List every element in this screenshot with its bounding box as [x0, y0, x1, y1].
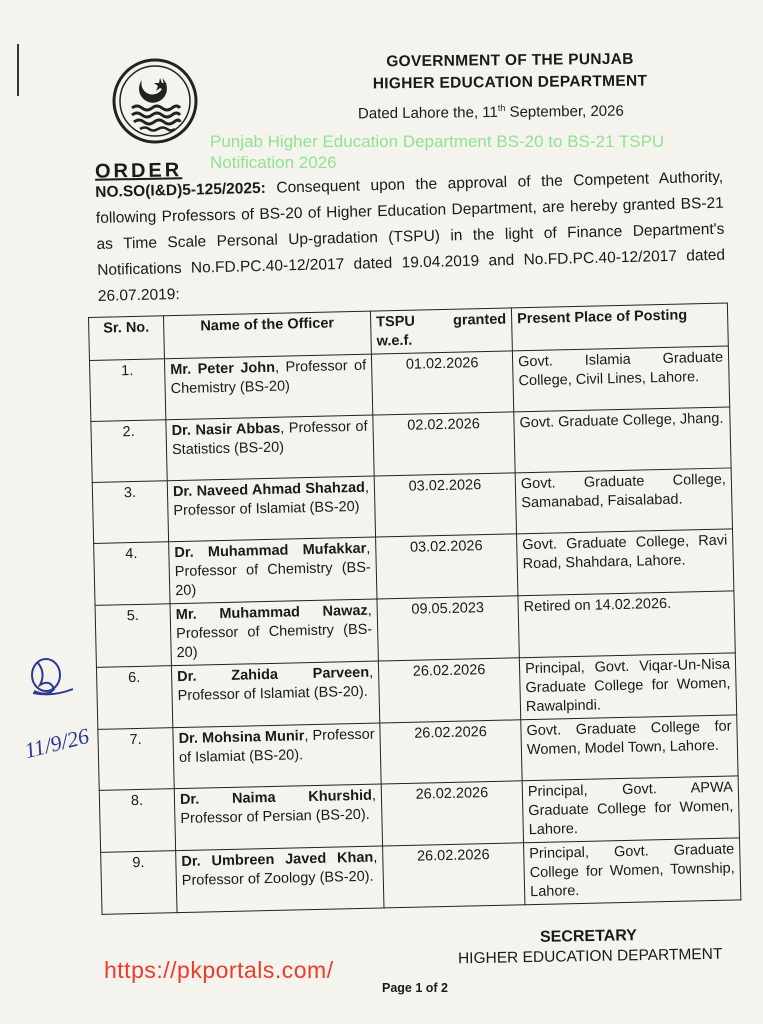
cell-posting: Retired on 14.02.2026. — [518, 591, 735, 658]
header-posting: Present Place of Posting — [511, 303, 728, 351]
cell-sr-no: 8. — [99, 789, 175, 853]
order-body — [95, 165, 726, 310]
officers-table — [88, 302, 741, 914]
officer-name: Dr. Naveed Ahmad Shahzad — [172, 479, 366, 501]
handwritten-date: 11/9/26 — [21, 722, 92, 764]
cell-tspu-date: 26.02.2026 — [380, 720, 522, 784]
pen-mark — [16, 44, 20, 96]
officer-name: Dr. Naima Khurshid — [179, 787, 373, 809]
table-body — [89, 346, 740, 914]
officer-designation: , Professor of Islamiat (BS-20). — [177, 664, 374, 705]
government-title: GOVERNMENT OF THE PUNJAB — [386, 50, 634, 71]
cell-posting: Govt. Graduate College, Ravi Road, Shahdara, Lahore. — [517, 529, 734, 596]
table-row — [101, 838, 741, 914]
cell-tspu-date: 01.02.2026 — [371, 351, 513, 415]
handwritten-initials — [18, 655, 108, 765]
cell-tspu-date: 09.05.2023 — [377, 596, 519, 661]
cell-sr-no: 6. — [96, 666, 172, 730]
cell-officer — [164, 354, 372, 420]
cell-sr-no: 9. — [101, 851, 177, 915]
officer-name: Dr. Muhammad Mufakkar — [174, 540, 367, 562]
officer-name: Dr. Mohsina Munir — [178, 728, 305, 748]
cell-tspu-date: 02.02.2026 — [373, 412, 515, 476]
officer-designation: , Professor of Chemistry (BS-20) — [170, 357, 367, 398]
cell-tspu-date: 26.02.2026 — [381, 781, 523, 846]
officer-designation: , Professor of Persian (BS-20). — [180, 787, 377, 828]
watermark-text: Punjab Higher Education Department BS-20 to BS-21 TSPU Notification 2026 — [210, 132, 665, 172]
cell-sr-no: 2. — [91, 420, 167, 483]
secretary-title: SECRETARY — [539, 927, 638, 946]
cell-sr-no: 4. — [94, 542, 170, 606]
order-title: ORDER — [94, 159, 183, 183]
officer-designation: , Professor of Statistics (BS-20) — [171, 418, 368, 459]
dated-suffix: September, 2026 — [505, 102, 624, 121]
cell-sr-no: 7. — [98, 728, 174, 791]
cell-officer — [174, 784, 382, 851]
cell-tspu-date: 26.02.2026 — [378, 658, 520, 723]
cell-officer — [170, 599, 378, 666]
secretary-department: HIGHER EDUCATION DEPARTMENT — [457, 945, 723, 968]
document-header — [350, 50, 670, 94]
officer-name: Dr. Nasir Abbas — [171, 420, 281, 440]
header-officer-name: Name of the Officer — [163, 311, 371, 359]
order-reference: NO.SO(I&D)5-125/2025: — [95, 179, 267, 201]
department-title: HIGHER EDUCATION DEPARTMENT — [372, 72, 648, 93]
cell-officer — [169, 537, 377, 604]
cell-posting: Govt. Graduate College, Jhang. — [514, 407, 731, 473]
header-tspu-date: TSPU granted w.e.f. — [370, 308, 512, 354]
cell-officer — [167, 476, 375, 542]
officer-designation: , Professor of Zoology (BS-20). — [181, 849, 378, 890]
officer-name: Dr. Zahida Parveen — [177, 664, 370, 686]
cell-posting: Govt. Islamia Graduate College, Civil Lines, Lahore. — [512, 346, 729, 412]
punjab-government-logo — [112, 58, 198, 144]
cell-tspu-date: 03.02.2026 — [374, 473, 516, 537]
officer-designation: , Professor of Islamiat (BS-20) — [173, 479, 370, 520]
cell-sr-no: 1. — [89, 359, 165, 422]
order-body-text: Consequent upon the approval of the Competent Authority, following Professors of BS-20 of Higher Education Department, are hereby granted BS-21 as Time Scale Personal Up-gradation (TSPU) in the light of Finance Department's Notifications No.FD.PC.40-12/2017 dated 19.04.2019 and No.FD.PC.40-12/2017 dated 26.07.2019: — [95, 168, 726, 305]
cell-posting: Principal, Govt. Graduate College for Women, Township, Lahore. — [524, 838, 741, 905]
cell-posting: Govt. Graduate College for Women, Model Town, Lahore. — [521, 715, 738, 781]
officer-designation: , Professor of Chemistry (BS-20) — [176, 602, 373, 662]
source-url[interactable]: https://pkportals.com/ — [104, 957, 334, 983]
cell-sr-no: 5. — [95, 604, 171, 668]
cell-officer — [176, 846, 384, 913]
officer-designation: , Professor of Chemistry (BS-20) — [174, 540, 371, 600]
dated-line — [358, 102, 624, 123]
cell-posting: Principal, Govt. APWA Graduate College for Women, Lahore. — [522, 776, 739, 843]
cell-sr-no: 3. — [92, 481, 168, 544]
dated-prefix: Dated Lahore the, 11 — [357, 103, 498, 123]
cell-posting: Principal, Govt. Viqar-Un-Nisa Graduate College for Women, Rawalpindi. — [519, 653, 736, 720]
cell-officer — [166, 415, 374, 481]
header-sr-no: Sr. No. — [89, 316, 165, 361]
officer-designation: , Professor of Islamiat (BS-20). — [178, 726, 375, 767]
cell-officer — [173, 723, 381, 789]
cell-tspu-date: 03.02.2026 — [376, 534, 518, 599]
cell-officer — [171, 661, 379, 728]
officer-name: Dr. Umbreen Javed Khan — [181, 849, 374, 871]
officer-name: Mr. Peter John — [170, 359, 276, 379]
dated-sup: th — [497, 102, 506, 113]
page-number: Page 1 of 2 — [382, 981, 448, 995]
officers-table-wrapper — [88, 302, 741, 914]
cell-tspu-date: 26.02.2026 — [383, 843, 525, 908]
cell-posting: Govt. Graduate College, Samanabad, Faisalabad. — [515, 468, 732, 534]
officer-name: Mr. Muhammad Nawaz — [175, 602, 368, 624]
